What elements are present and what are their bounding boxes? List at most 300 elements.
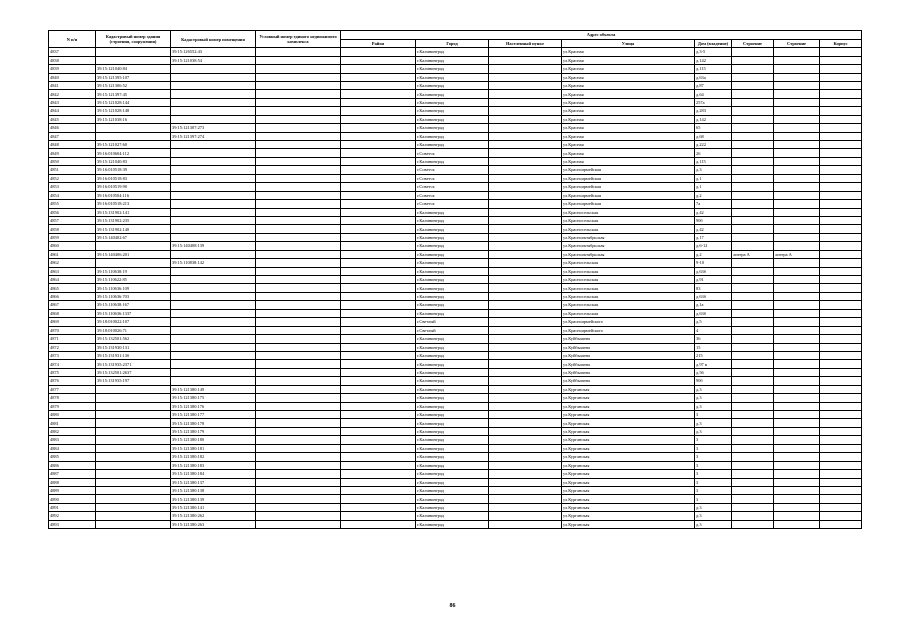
district-cell [341,495,416,503]
settlement-cell [489,495,562,503]
district-cell [341,284,416,292]
street-cell: ул.Куйбышева [562,351,695,359]
building-cadastral-cell [96,124,171,132]
premise-cadastral-cell [171,318,256,326]
house-cell: д.63а [695,73,732,81]
settlement-cell [489,200,562,208]
korpus-cell [820,174,862,182]
street-cell: ул.Курганская [562,453,695,461]
settlement-cell [489,318,562,326]
house-cell: д.97 в [695,360,732,368]
district-cell [341,132,416,140]
table-row [49,360,862,368]
premise-cadastral-cell: 39:15:121380:262 [171,512,256,520]
premise-cadastral-cell [171,73,256,81]
table-row [49,183,862,191]
street-cell: ул.Красносельская [562,225,695,233]
building-cadastral-cell [96,385,171,393]
building-cell [774,360,820,368]
city-cell: г.Калининград [416,470,489,478]
street-cell: ул.Красносельская [562,276,695,284]
city-cell: г.Калининград [416,267,489,275]
district-cell [341,90,416,98]
building-cell [774,166,820,174]
settlement-cell [489,470,562,478]
table-row [49,444,862,452]
complex-number-cell [256,174,341,182]
street-cell: ул.Курганская [562,520,695,528]
city-cell: г.Калининград [416,216,489,224]
building-cell [774,233,820,241]
street-cell: ул.Красная [562,90,695,98]
structure-cell [732,115,774,123]
city-cell: г.Калининград [416,132,489,140]
row-number: 4840 [49,73,96,81]
house-cell: д.142 [695,115,732,123]
building-cadastral-cell: 39:15:132501:562 [96,335,171,343]
building-cell [774,259,820,267]
settlement-cell [489,115,562,123]
building-cell [774,191,820,199]
header-building: Строение [774,40,820,48]
table-row [49,107,862,115]
settlement-cell [489,394,562,402]
complex-number-cell [256,242,341,250]
korpus-cell [820,242,862,250]
building-cadastral-cell [96,512,171,520]
building-cell [774,124,820,132]
korpus-cell [820,90,862,98]
district-cell [341,250,416,258]
row-number: 4880 [49,411,96,419]
city-cell: г.Калининград [416,351,489,359]
table-row [49,242,862,250]
settlement-cell [489,183,562,191]
city-cell: г.Советск [416,149,489,157]
premise-cadastral-cell: 39:15:121380:178 [171,419,256,427]
building-cell [774,107,820,115]
premise-cadastral-cell [171,335,256,343]
premise-cadastral-cell [171,233,256,241]
complex-number-cell [256,444,341,452]
row-number: 4883 [49,436,96,444]
district-cell [341,377,416,385]
district-cell [341,81,416,89]
settlement-cell [489,276,562,284]
table-row [49,81,862,89]
complex-number-cell [256,107,341,115]
table-row [49,115,862,123]
building-cell [774,48,820,56]
korpus-cell [820,56,862,64]
premise-cadastral-cell: 39:15:121380:263 [171,520,256,528]
structure-cell [732,225,774,233]
structure-cell [732,107,774,115]
header-district: Район [341,40,416,48]
building-cadastral-cell [96,486,171,494]
street-cell: ул.Курганская [562,411,695,419]
complex-number-cell [256,65,341,73]
premise-cadastral-cell: 39:15:121380:179 [171,427,256,435]
structure-cell [732,157,774,165]
row-number: 4875 [49,368,96,376]
city-cell: г.Калининград [416,73,489,81]
premise-cadastral-cell: 39:15:121380:180 [171,436,256,444]
district-cell [341,107,416,115]
house-cell: д.3 [695,520,732,528]
structure-cell [732,419,774,427]
table-body [49,48,862,529]
complex-number-cell [256,326,341,334]
complex-number-cell [256,56,341,64]
complex-number-cell [256,301,341,309]
district-cell [341,200,416,208]
settlement-cell [489,225,562,233]
building-cadastral-cell: 39:15:131902:141 [96,208,171,216]
complex-number-cell [256,318,341,326]
house-cell: д.3 [695,385,732,393]
district-cell [341,402,416,410]
structure-cell [732,503,774,511]
structure-cell [732,343,774,351]
house-cell: 3 [695,436,732,444]
street-cell: ул.Красная [562,65,695,73]
city-cell: г.Калининград [416,48,489,56]
row-number: 4861 [49,250,96,258]
street-cell: ул.Красноармейская [562,200,695,208]
street-cell: ул.Красная [562,48,695,56]
table-row [49,419,862,427]
korpus-cell [820,149,862,157]
structure-cell [732,461,774,469]
premise-cadastral-cell [171,250,256,258]
city-cell: г.Калининград [416,411,489,419]
street-cell: ул.Красноармейская [562,183,695,191]
premise-cadastral-cell [171,65,256,73]
korpus-cell [820,183,862,191]
district-cell [341,292,416,300]
house-cell: 3 [695,495,732,503]
complex-number-cell [256,183,341,191]
building-cell [774,436,820,444]
complex-number-cell [256,411,341,419]
premise-cadastral-cell [171,216,256,224]
structure-cell [732,495,774,503]
korpus-cell [820,115,862,123]
city-cell: г.Калининград [416,394,489,402]
building-cell [774,132,820,140]
house-cell: д.42 [695,208,732,216]
building-cadastral-cell: 39:15:121028:148 [96,107,171,115]
korpus-cell [820,166,862,174]
table-row [49,174,862,182]
row-number: 4872 [49,343,96,351]
table-row [49,124,862,132]
structure-cell [732,267,774,275]
house-cell: д.283 [695,107,732,115]
building-cell [774,56,820,64]
registry-sheet [48,30,861,529]
house-cell: 83 [695,284,732,292]
settlement-cell [489,292,562,300]
korpus-cell [820,453,862,461]
building-cell [774,444,820,452]
table-row [49,503,862,511]
street-cell: ул.Курганская [562,495,695,503]
header-complex-number: Условный номер единого недвижимого комплекса [256,31,341,48]
city-cell: г.Калининград [416,301,489,309]
district-cell [341,65,416,73]
house-cell: д.6-12 [695,242,732,250]
settlement-cell [489,284,562,292]
complex-number-cell [256,132,341,140]
structure-cell [732,318,774,326]
city-cell: г.Калининград [416,478,489,486]
korpus-cell [820,411,862,419]
city-cell: г.Калининград [416,385,489,393]
city-cell: г.Калининград [416,495,489,503]
premise-cadastral-cell [171,360,256,368]
building-cell [774,402,820,410]
building-cadastral-cell: 39:15:131902:235 [96,216,171,224]
house-cell: д.42 [695,225,732,233]
city-cell: г.Калининград [416,276,489,284]
table-row [49,411,862,419]
korpus-cell [820,73,862,81]
header-building-cadastral: Кадастровый номер здания (строения, сооружения) [96,31,171,48]
header-num: N п/п [49,31,96,48]
settlement-cell [489,250,562,258]
row-number: 4879 [49,402,96,410]
row-number: 4889 [49,486,96,494]
street-cell: ул.Курганская [562,444,695,452]
complex-number-cell [256,377,341,385]
street-cell: ул.Куйбышева [562,368,695,376]
settlement-cell [489,377,562,385]
settlement-cell [489,48,562,56]
structure-cell [732,259,774,267]
korpus-cell [820,65,862,73]
settlement-cell [489,512,562,520]
street-cell: ул.Красноармейская [562,191,695,199]
building-cell [774,326,820,334]
house-cell: д.63б [695,292,732,300]
building-cadastral-cell [96,470,171,478]
structure-cell [732,48,774,56]
settlement-cell [489,427,562,435]
street-cell: ул.Курганская [562,478,695,486]
complex-number-cell [256,90,341,98]
korpus-cell [820,377,862,385]
district-cell [341,174,416,182]
street-cell: ул.Красносельская [562,284,695,292]
settlement-cell [489,267,562,275]
building-cell [774,157,820,165]
korpus-cell [820,335,862,343]
building-cell [774,141,820,149]
premise-cadastral-cell: 39:15:121380:182 [171,453,256,461]
korpus-cell [820,360,862,368]
building-cadastral-cell: 39:15:110622:85 [96,276,171,284]
street-cell: ул.Краснооктябрьская [562,242,695,250]
building-cadastral-cell: 39:15:132501:2637 [96,368,171,376]
row-number: 4873 [49,351,96,359]
table-row [49,394,862,402]
district-cell [341,453,416,461]
korpus-cell [820,124,862,132]
row-number: 4884 [49,444,96,452]
complex-number-cell [256,115,341,123]
street-cell: ул.Красная [562,124,695,132]
row-number: 4885 [49,453,96,461]
complex-number-cell [256,394,341,402]
korpus-cell [820,301,862,309]
city-cell: г.Калининград [416,225,489,233]
city-cell: г.Калининград [416,360,489,368]
building-cadastral-cell: 39:15:121028:144 [96,98,171,106]
district-cell [341,503,416,511]
settlement-cell [489,351,562,359]
street-cell: ул.Куйбышева [562,343,695,351]
district-cell [341,351,416,359]
row-number: 4848 [49,141,96,149]
korpus-cell [820,309,862,317]
settlement-cell [489,98,562,106]
table-row [49,90,862,98]
table-row [49,368,862,376]
complex-number-cell [256,427,341,435]
complex-number-cell [256,216,341,224]
district-cell [341,191,416,199]
house-cell: 7а [695,200,732,208]
district-cell [341,326,416,334]
settlement-cell [489,402,562,410]
district-cell [341,208,416,216]
house-cell: д.64 [695,90,732,98]
complex-number-cell [256,436,341,444]
structure-cell [732,284,774,292]
premise-cadastral-cell [171,191,256,199]
district-cell [341,48,416,56]
street-cell: ул.Куйбышева [562,377,695,385]
structure-cell [732,377,774,385]
structure-cell [732,444,774,452]
structure-cell [732,326,774,334]
row-number: 4856 [49,208,96,216]
building-cadastral-cell [96,48,171,56]
header-structure: Строение [732,40,774,48]
complex-number-cell [256,157,341,165]
premise-cadastral-cell: 39:15:121307:273 [171,124,256,132]
city-cell: г.Калининград [416,141,489,149]
house-cell: д.56 [695,368,732,376]
row-number: 4854 [49,191,96,199]
premise-cadastral-cell: 39:15:121380:149 [171,385,256,393]
structure-cell [732,478,774,486]
city-cell: г.Калининград [416,402,489,410]
korpus-cell [820,385,862,393]
building-cadastral-cell [96,427,171,435]
row-number: 4862 [49,259,96,267]
street-cell: ул.Курганская [562,394,695,402]
structure-cell [732,486,774,494]
korpus-cell [820,284,862,292]
building-cell [774,318,820,326]
street-cell: ул.Курганская [562,486,695,494]
korpus-cell [820,157,862,165]
building-cadastral-cell [96,411,171,419]
street-cell: ул.Красная [562,141,695,149]
korpus-cell [820,419,862,427]
city-cell: г.Калининград [416,56,489,64]
house-cell: 215 [695,351,732,359]
row-number: 4853 [49,183,96,191]
district-cell [341,183,416,191]
district-cell [341,368,416,376]
street-cell: ул.Красная [562,56,695,64]
table-row [49,402,862,410]
complex-number-cell [256,149,341,157]
structure-cell [732,90,774,98]
district-cell [341,360,416,368]
street-cell: ул.Курганская [562,436,695,444]
settlement-cell [489,81,562,89]
table-row [49,276,862,284]
korpus-cell [820,208,862,216]
complex-number-cell [256,461,341,469]
table-row [49,48,862,56]
complex-number-cell [256,495,341,503]
korpus-cell [820,318,862,326]
building-cadastral-cell [96,394,171,402]
structure-cell [732,183,774,191]
building-cell [774,115,820,123]
korpus-cell [820,141,862,149]
building-cell [774,486,820,494]
structure-cell [732,174,774,182]
district-cell [341,242,416,250]
street-cell: ул.Красная [562,98,695,106]
structure-cell [732,309,774,317]
structure-cell [732,65,774,73]
house-cell: 3 [695,411,732,419]
city-cell: г.Калининград [416,419,489,427]
structure-cell: литера А [732,250,774,258]
settlement-cell [489,335,562,343]
street-cell: ул.Краснооктябрьская [562,233,695,241]
building-cadastral-cell [96,419,171,427]
house-cell: 9-10 [695,259,732,267]
table-row [49,149,862,157]
building-cadastral-cell: 39:15:110636:109 [96,284,171,292]
district-cell [341,478,416,486]
table-row [49,427,862,435]
complex-number-cell [256,284,341,292]
page-number: 86 [449,603,456,609]
table-row [49,309,862,317]
settlement-cell [489,174,562,182]
house-cell: д.3 [695,419,732,427]
street-cell: ул.Красная [562,73,695,81]
city-cell: г.Калининград [416,520,489,528]
building-cadastral-cell: 39:15:110636:1337 [96,309,171,317]
premise-cadastral-cell [171,141,256,149]
complex-number-cell [256,486,341,494]
street-cell: ул.Красносельская [562,292,695,300]
structure-cell [732,81,774,89]
korpus-cell [820,520,862,528]
district-cell [341,394,416,402]
